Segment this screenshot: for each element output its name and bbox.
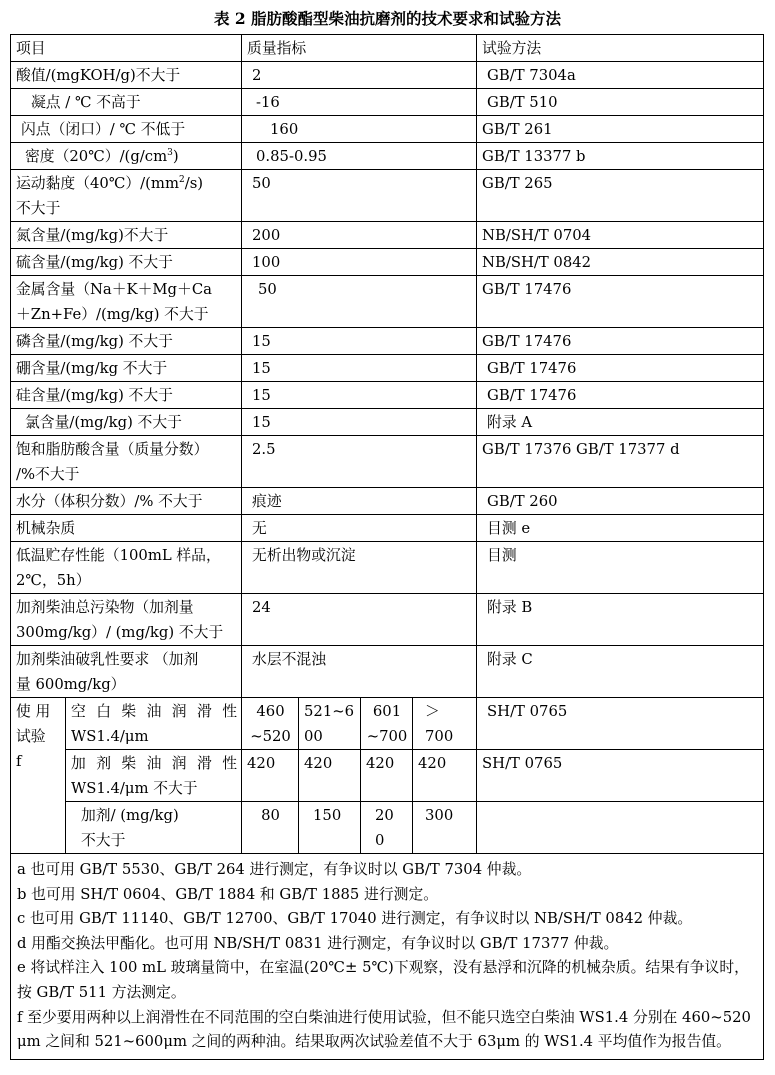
usage-label: 加 剂 柴 油 润 滑 性 WS1.4/μm 不大于	[66, 750, 242, 802]
table-row	[11, 436, 764, 488]
usage-value: 420	[413, 750, 477, 802]
row-item: 硫含量/(mg/kg) 不大于	[11, 249, 242, 276]
usage-value: ＞ 700	[413, 698, 477, 750]
row-item: 硅含量/(mg/kg) 不大于	[11, 382, 242, 409]
table-row	[11, 89, 764, 116]
usage-value: 300	[413, 802, 477, 854]
usage-label: 加剂/ (mg/kg) 不大于	[66, 802, 242, 854]
row-method: GB/T 510	[477, 89, 764, 116]
header-row	[11, 35, 764, 62]
row-method: 附录 C	[477, 646, 764, 698]
table-row	[11, 62, 764, 89]
row-item: 低温贮存性能（100mL 样品， 2℃，5h）	[11, 542, 242, 594]
row-method: NB/SH/T 0704	[477, 222, 764, 249]
footnote: c 也可用 GB/T 11140、GB/T 12700、GB/T 17040 进行测定，有争议时以 NB/SH/T 0842 仲裁。	[17, 910, 693, 928]
table-row	[11, 646, 764, 698]
usage-row-dosage	[11, 802, 764, 854]
table-row	[11, 594, 764, 646]
table-row	[11, 328, 764, 355]
row-spec: 水层不混浊	[242, 646, 477, 698]
row-item: 加剂柴油总污染物（加剂量 300mg/kg）/ (mg/kg) 不大于	[11, 594, 242, 646]
table-row	[11, 515, 764, 542]
row-method: GB/T 17476	[477, 328, 764, 355]
row-method: SH/T 0765	[477, 750, 764, 802]
row-spec: -16	[242, 89, 477, 116]
row-item: 加剂柴油破乳性要求 （加剂 量 600mg/kg）	[11, 646, 242, 698]
table-row	[11, 488, 764, 515]
row-item: 闪点（闭口）/ ℃ 不低于	[11, 116, 242, 143]
row-spec: 50	[242, 170, 477, 222]
row-spec: 15	[242, 409, 477, 436]
table-title: 表 2 脂肪酸酯型柴油抗磨剂的技术要求和试验方法	[213, 9, 562, 28]
row-method: GB/T 13377 b	[477, 143, 764, 170]
usage-label: 空 白 柴 油 润 滑 性 WS1.4/μm	[66, 698, 242, 750]
row-method: GB/T 17376 GB/T 17377 d	[477, 436, 764, 488]
row-item: 饱和脂肪酸含量（质量分数） /%不大于	[11, 436, 242, 488]
header-item: 项目	[11, 35, 242, 62]
table-row	[11, 409, 764, 436]
row-method: 目测	[477, 542, 764, 594]
usage-value: 80	[242, 802, 299, 854]
table-row	[11, 143, 764, 170]
row-method: GB/T 7304a	[477, 62, 764, 89]
row-item: 机械杂质	[11, 515, 242, 542]
row-spec: 15	[242, 328, 477, 355]
usage-row-blank	[11, 698, 764, 750]
row-item: 运动黏度$(40℃)/(mm^2/s)$ 不大于	[11, 170, 242, 222]
row-method	[477, 802, 764, 854]
spec-table	[10, 34, 764, 1060]
row-spec: 2	[242, 62, 477, 89]
row-spec: 无析出物或沉淀	[242, 542, 477, 594]
notes-row	[11, 854, 764, 1060]
table-row	[11, 382, 764, 409]
header-spec: 质量指标	[242, 35, 477, 62]
row-item: 氯含量/(mg/kg) 不大于	[11, 409, 242, 436]
table-row	[11, 116, 764, 143]
row-method: GB/T 17476	[477, 382, 764, 409]
usage-group-label: 使 用 试验 f	[11, 698, 66, 854]
usage-row-additive	[11, 750, 764, 802]
row-spec: 2.5	[242, 436, 477, 488]
row-spec: 200	[242, 222, 477, 249]
row-spec: 24	[242, 594, 477, 646]
footnote: a 也可用 GB/T 5530、GB/T 264 进行测定，有争议时以 GB/T 7304 仲裁。	[17, 861, 532, 878]
row-spec: 无	[242, 515, 477, 542]
usage-value: 460 ~520	[242, 698, 299, 750]
row-spec: 0.85-0.95	[242, 143, 477, 170]
row-method: SH/T 0765	[477, 698, 764, 750]
table-row	[11, 170, 764, 222]
row-spec: 160	[242, 116, 477, 143]
row-spec: 100	[242, 249, 477, 276]
row-item: 水分（体积分数）/% 不大于	[11, 488, 242, 515]
footnotes	[11, 854, 764, 1060]
footnote: e 将试样注入 100 mL 玻璃量筒中，在室温(20℃± 5℃)下观察，没有悬浮和沉降的机械杂质。结果有争议时，按 GB/T 511 方法测定。	[17, 959, 749, 1001]
table-row	[11, 355, 764, 382]
row-item: 凝点 / ℃ 不高于	[11, 89, 242, 116]
row-method: NB/SH/T 0842	[477, 249, 764, 276]
row-item: 氮含量/(mg/kg)不大于	[11, 222, 242, 249]
table-row	[11, 276, 764, 328]
row-spec: 痕迹	[242, 488, 477, 515]
row-method: GB/T 17476	[477, 276, 764, 328]
table-row	[11, 249, 764, 276]
usage-value: 150	[299, 802, 361, 854]
row-item: 密度$(20℃)/(g/cm^3)$	[11, 143, 242, 170]
row-spec: 50	[242, 276, 477, 328]
footnote: b 也可用 SH/T 0604、GB/T 1884 和 GB/T 1885 进行测定。	[17, 885, 439, 903]
table-row	[11, 222, 764, 249]
row-method: GB/T 260	[477, 488, 764, 515]
row-method: 附录 B	[477, 594, 764, 646]
table-row	[11, 542, 764, 594]
row-spec: 15	[242, 355, 477, 382]
row-method: GB/T 261	[477, 116, 764, 143]
usage-value: 420	[361, 750, 413, 802]
row-method: GB/T 265	[477, 170, 764, 222]
row-item: 磷含量/(mg/kg) 不大于	[11, 328, 242, 355]
row-item: 金属含量（Na＋K＋Mg＋Ca ＋Zn+Fe）/(mg/kg) 不大于	[11, 276, 242, 328]
row-spec: 15	[242, 382, 477, 409]
row-method: GB/T 17476	[477, 355, 764, 382]
row-item: 硼含量/(mg/kg 不大于	[11, 355, 242, 382]
usage-value: 420	[242, 750, 299, 802]
row-method: 附录 A	[477, 409, 764, 436]
header-method: 试验方法	[477, 35, 764, 62]
usage-value: 521~6 00	[299, 698, 361, 750]
row-method: 目测 e	[477, 515, 764, 542]
footnote: d 用酯交换法甲酯化。也可用 NB/SH/T 0831 进行测定，有争议时以 GB/T 17377 仲裁。	[17, 934, 619, 952]
usage-value: 601 ~700	[361, 698, 413, 750]
footnote: f 至少要用两种以上润滑性在不同范围的空白柴油进行使用试验，但不能只选空白柴油 WS1.4 分别在 460~520μm 之间和 521~600μm 之间的两种油。结果取两次试验差值不大于 63μm 的 WS1.4 平均值作为报告值。	[17, 1008, 751, 1051]
usage-value: 420	[299, 750, 361, 802]
row-item: 酸值/(mgKOH/g)不大于	[11, 62, 242, 89]
usage-value: 20 0	[361, 802, 413, 854]
